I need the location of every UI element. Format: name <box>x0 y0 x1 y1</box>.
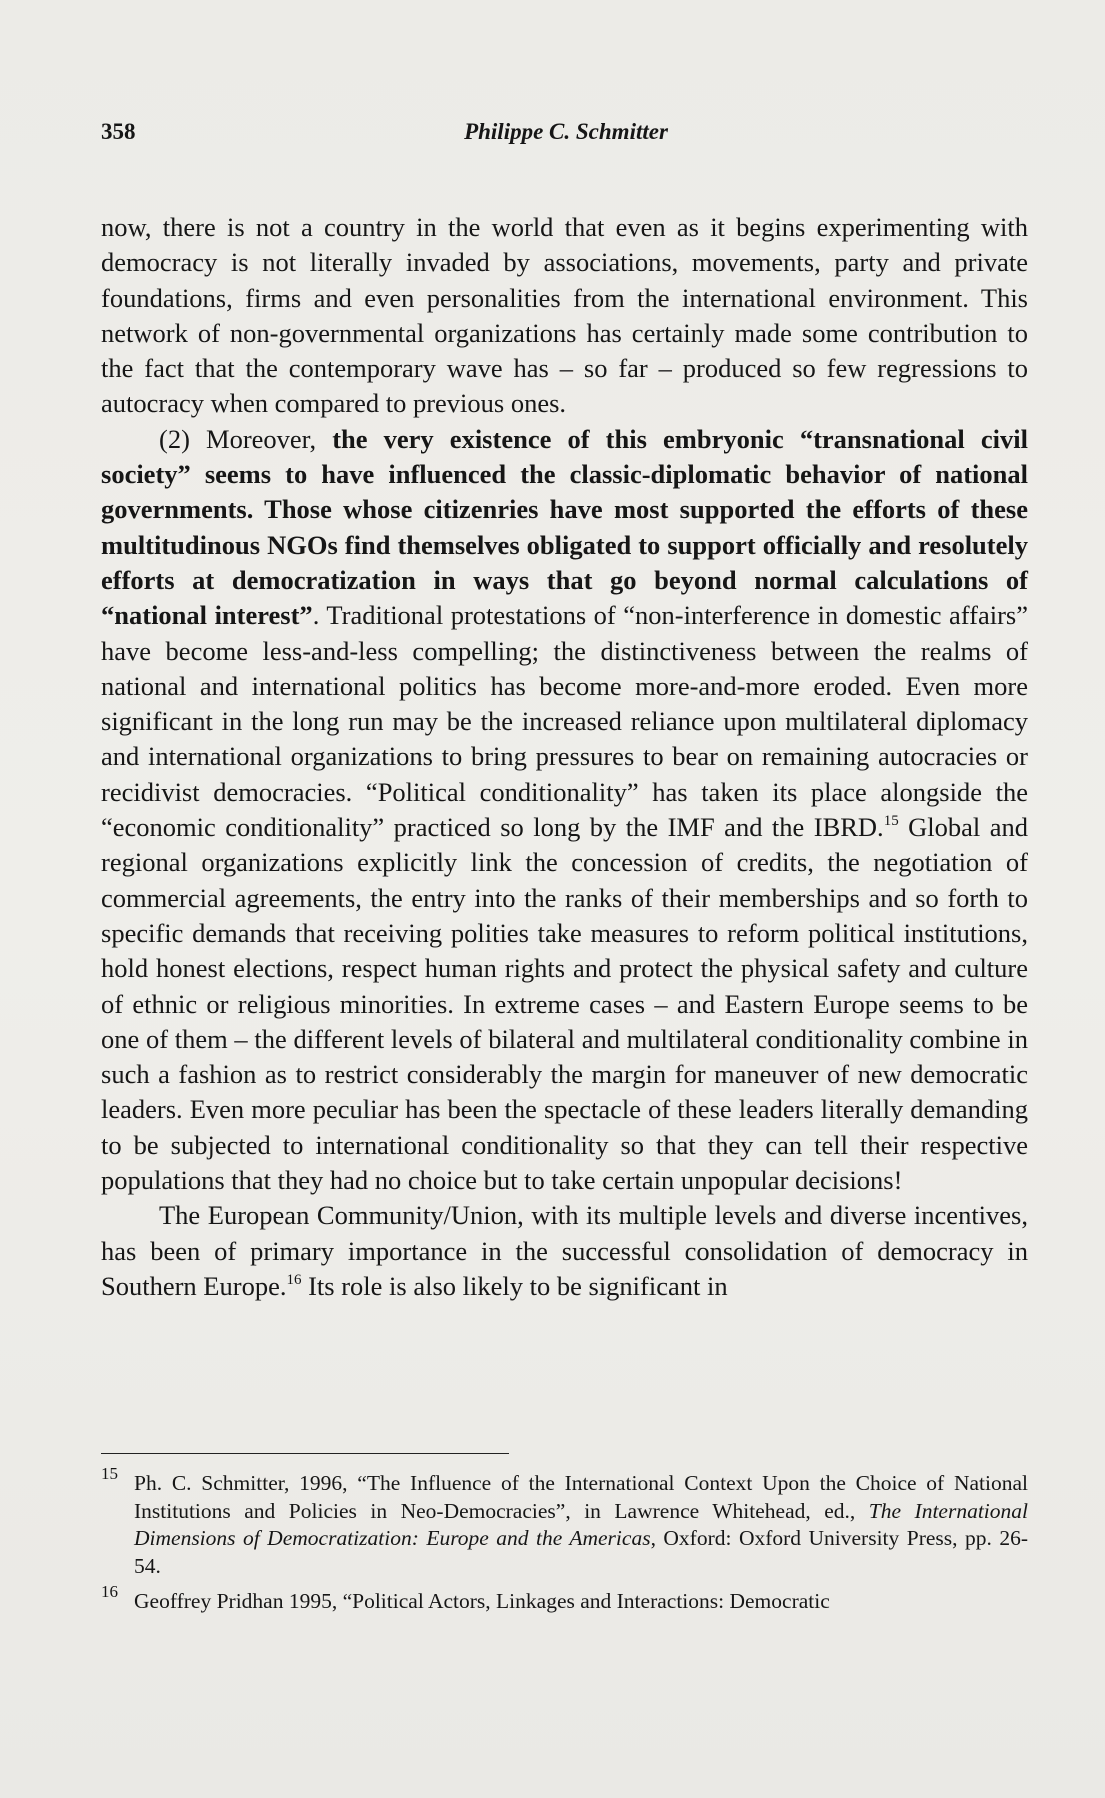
paragraph-2-intro: (2) Moreover, <box>159 423 333 454</box>
paragraph-3 <box>101 1198 1028 1304</box>
footnote-divider <box>101 1453 509 1454</box>
footnote-mark: 15 <box>101 1464 118 1483</box>
footnote-book-title: The International Dimensions of Democratization: Europe and the Americas <box>134 1498 1029 1550</box>
paragraph-2-end: Global and regional organizations explicitly link the concession of credits, the negotiation of commercial agreements, the entry into the ranks of their memberships and so forth to specific demands that receiving polities take measures to reform political institutions, hold honest elections, respect human rights and protect the physical safety and culture of ethnic or religious minorities. In extreme cases – and Eastern Europe seems to be one of them – the different levels of bilateral and multilateral conditionality combine in such a fashion as to restrict considerably the margin for maneuver of new democratic leaders. Even more peculiar has been the spectacle of these leaders literally demanding to be subjected to international conditionality so that they can tell their respective populations that they had no choice but to take certain unpopular decisions! <box>101 812 1028 1196</box>
footnote-mark: 16 <box>101 1582 118 1601</box>
footnote-text: Geoffrey Pridhan 1995, “Political Actors, Linkages and Interactions: Democratic <box>134 1589 830 1613</box>
paragraph-1 <box>101 210 1028 422</box>
running-head: Philippe C. Schmitter <box>464 119 668 144</box>
paragraph-3-start: The European Community/Union, with its multiple levels and diverse incentives, has been of primary importance in the successful consolidation of democracy in Southern Europe. <box>101 1200 1028 1301</box>
footnote-text: Ph. C. Schmitter, 1996, “The Influence of the International Context Upon the Choice of National Institutions and Policies in Neo-Democracies”, in Lawrence Whitehead, ed., <box>134 1471 1028 1523</box>
paragraph-3-end: Its role is also likely to be significant in <box>301 1270 728 1301</box>
footnote-16 <box>101 1582 1028 1616</box>
footnote-ref-16[interactable]: 16 <box>286 1271 302 1288</box>
paragraph-1-text: now, there is not a country in the world that even as it begins experimenting with democracy is not literally invaded by associations, movements, party and private foundations, firms and even personalities from the international environment. This network of non-governmental organizations has certainly made some contribution to the fact that the contemporary wave has – so far – produced so few regressions to autocracy when compared to previous ones. <box>101 212 1028 419</box>
main-text <box>101 210 1028 1304</box>
footnote-text-end: , Oxford: Oxford University Press, pp. 26-54. <box>134 1526 1028 1578</box>
page-number: 358 <box>101 119 136 144</box>
paragraph-2-text: . Traditional protestations of “non-interference in domestic affairs” have become less-and-less compelling; the distinctiveness between the realms of national and international politics has become more-and-more eroded. Even more significant in the long run may be the increased reliance upon multilateral diplomacy and international organizations to bring pressures to bear on remaining autocracies or recidivist democracies. “Political conditionality” has taken its place alongside the “economic conditionality” practiced so long by the IMF and the IBRD. <box>101 600 1028 843</box>
footnote-15 <box>101 1464 1029 1580</box>
paragraph-2-bold: the very existence of this embryonic “transnational civil society” seems to have influenced the classic-diplomatic behavior of national governments. Those whose citizenries have most supported the efforts of these multitudinous NGOs find themselves obligated to support officially and resolutely efforts at democratization in ways that go beyond normal calculations of “national interest” <box>101 423 1028 631</box>
footnotes <box>101 1464 1029 1624</box>
paragraph-2 <box>101 422 1028 1199</box>
footnote-ref-15[interactable]: 15 <box>883 813 899 830</box>
